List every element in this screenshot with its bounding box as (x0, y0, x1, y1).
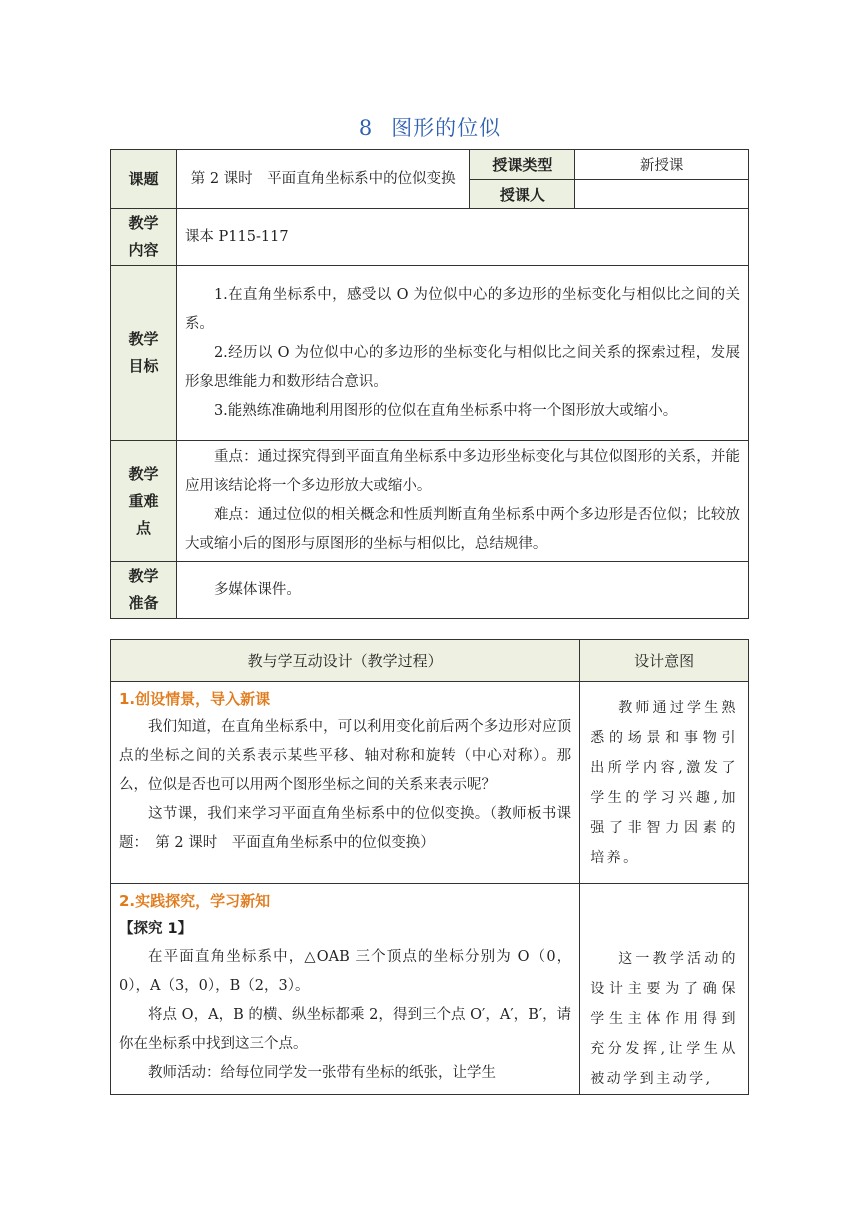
section-2-design (580, 884, 749, 1095)
process-header: 教与学互动设计（教学过程） (111, 640, 580, 682)
section-1-para-1: 我们知道，在直角坐标系中，可以利用变化前后两个多边形对应顶点的坐标之间的关系表示某些平移、轴对称和旋转（中心对称）。那么，位似是否也可以用两个图形坐标之间的关系来表示呢？ (119, 719, 572, 793)
section-2-para-3: 教师活动：给每位同学发一张带有坐标的纸张，让学生 (148, 1065, 496, 1081)
difficult-point: 难点：通过位似的相关概念和性质判断直角坐标系中两个多边形是否位似；比较放大或缩小后的图形与原图形的坐标与相似比，总结规律。 (184, 507, 740, 552)
topic-label: 课题 (111, 150, 177, 209)
goal-3: 3.能熟练准确地利用图形的位似在直角坐标系中将一个图形放大或缩小。 (213, 402, 678, 419)
section-2-para-1: 在平面直角坐标系中，△OAB 三个顶点的坐标分别为 O（0，0），A（3，0），B（2，3）。 (119, 949, 572, 994)
section-1-title: 1.创设情景，导入新课 (119, 690, 271, 708)
goal-2: 2.经历以 O 为位似中心的多边形的坐标变化与相似比之间关系的探索过程，发展形象思维能力和数形结合意识。 (184, 344, 740, 390)
prep-text: 多媒体课件。 (176, 562, 748, 619)
section-2-title: 2.实践探究，学习新知 (119, 892, 271, 910)
design-header: 设计意图 (580, 640, 749, 682)
title-text: 图形的位似 (391, 116, 502, 140)
goals-label: 教学目标 (111, 266, 177, 441)
keys-cell (176, 441, 748, 562)
section-1-para-2: 这节课，我们来学习平面直角坐标系中的位似变换。（教师板书课题： 第 2 课时 平面直角坐标系中的位似变换） (119, 806, 572, 851)
content-text: 课本 P115-117 (176, 209, 748, 266)
goals-cell (176, 266, 748, 441)
title-number: 8 (358, 116, 374, 140)
goal-1: 1.在直角坐标系中，感受以 O 为位似中心的多边形的坐标变化与相似比之间的关系。 (184, 286, 740, 332)
type-value: 新授课 (575, 150, 749, 180)
lesson-info-table (110, 149, 749, 619)
topic-text: 第 2 课时 平面直角坐标系中的位似变换 (176, 150, 470, 209)
section-1-design (580, 682, 749, 884)
key-point: 重点：通过探究得到平面直角坐标系中多边形坐标变化与其位似图形的关系，并能应用该结论将一个多边形放大或缩小。 (184, 449, 740, 494)
content-label: 教学内容 (111, 209, 177, 266)
teacher-value (575, 180, 749, 209)
teacher-label: 授课人 (470, 180, 575, 209)
page-title (0, 112, 860, 142)
prep-label: 教学准备 (111, 562, 177, 619)
teaching-process-table (110, 639, 749, 1095)
type-label: 授课类型 (470, 150, 575, 180)
section-2 (111, 884, 580, 1095)
keys-label: 教学重难点 (111, 441, 177, 562)
section-2-subtitle: 【探究 1】 (119, 921, 193, 937)
section-1-design-text: 教师通过学生熟悉的场景和事物引出所学内容,激发了学生的学习兴趣,加强了非智力因素的培养。 (590, 699, 738, 866)
section-2-design-text: 这一教学活动的设计主要为了确保学生主体作用得到充分发挥,让学生从被动学到主动学, (590, 951, 738, 1087)
section-2-para-2: 将点 O，A，B 的横、纵坐标都乘 2，得到三个点 O′，A′，B′，请你在坐标系中找到这三个点。 (119, 1007, 572, 1052)
section-1 (111, 682, 580, 884)
